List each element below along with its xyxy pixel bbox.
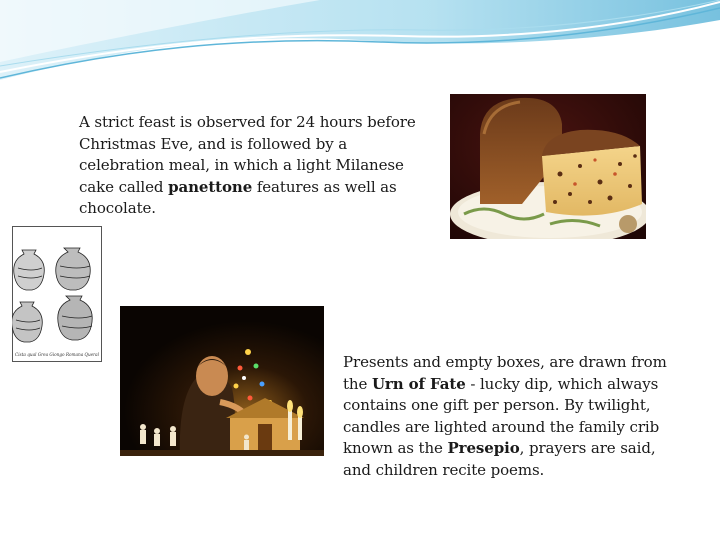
urn-of-fate-paragraph: Presents and empty boxes, are drawn from the Urn of Fate - lucky dip, which always contains one gift per person. By twilight, candles are lighted around the family crib known as the Presepio, prayers are said, and children recite poems. [343, 353, 667, 479]
header-wave-decoration [0, 0, 720, 100]
feast-paragraph: A strict feast is observed for 24 hours before Christmas Eve, and is followed by a celebration meal, in which a light Milanese cake called panettone features as well as chocolate. [79, 113, 416, 217]
urns-illustration [12, 226, 102, 362]
presepio-candles-image [120, 306, 324, 456]
panettone-image [450, 94, 646, 239]
urn-caption: Cista qual Grea Giongo Romana Queral [15, 352, 99, 357]
